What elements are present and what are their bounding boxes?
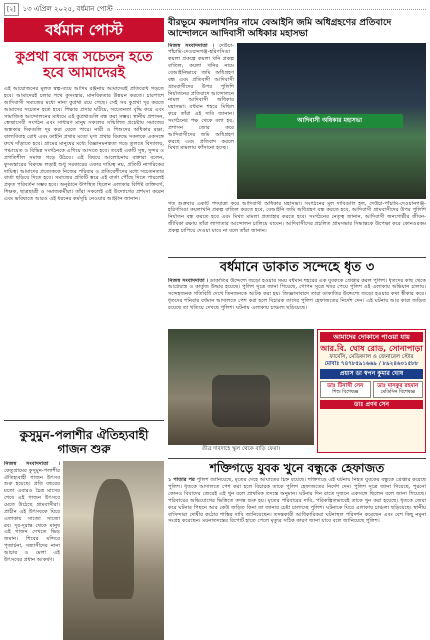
land-headline: বীরভূমে কয়লাখনির নামে বেআইনি জমি অধিগ্রহণের প্রতিবাদে আন্দোলনে আদিবাসী অধিকার মহাসভা xyxy=(168,18,392,39)
ad-address: ফার্মেসি, মেডিক্যাল ও জেনারেল স্টোর xyxy=(329,353,414,360)
shakti-byline: ১ পাতার পর xyxy=(168,477,195,484)
land-body-column: দেউচা-পাঁচামি-দেওয়ানগঞ্জ-হরিণসিঙা কয়লা প্রকল্পে কয়লা খনি প্রকল্প বাতিল, কয়লা খনির নামে বেআইনিভাবে জমি অধিগ্রহণ বন্ধ এবং প্রতিবাদী আদিবাসী গ্রামবাসীদের উপর পুলিশি নির্যাতনের প্রতিবাদে আন্দোলনে নামল আদিবাসী অধিকার মহাসভা। বর্ধমান শহরে মিছিল করে তাঁরা এই দাবি জানান। সংগঠনের পক্ষ থেকে বলা হয়, প্রশাসন জোর করে আদিবাসীদের জমি অধিগ্রহণ করছে এবং প্রতিবাদ করলে মিথ্যা মামলায় ফাঁসানো হচ্ছে। xyxy=(168,42,234,152)
ad-shop-name: আর.বি. ঘোষ রোড, সোনাপাড়া xyxy=(320,343,423,353)
ad-heading: আমাদের দোকানে পাওয়া যায় xyxy=(320,332,423,342)
kuprotha-headline: কুপ্রথা বন্ধে সচেতন হতে হবে আমাদেরই xyxy=(15,49,153,82)
dakat-photo-caption: তীব্র দাবদাহে স্কুল থেকে বাড়ি ফেরা। xyxy=(201,445,281,452)
dakat-headline: বর্ধমানে ডাকাত সন্দেহে ধৃত ৩ xyxy=(219,259,375,275)
ad-doctor-1: ডাঃ টিনাখী সেন শিশু বিশেষজ্ঞ xyxy=(320,381,371,398)
dakat-body: ডাকাতির উদ্দেশ্যে জড়ো হওয়ার সময় বর্ধমান শহরের এক যুবককে গ্রেপ্তার করল পুলিশ। ধৃতদের কাছ থেকে আগ্নেয়াস্ত্র ও কার্তুজ উদ্ধার হয়েছে। পুলিশ সূত্রে জানা গিয়েছে, গোপন সূত্রে খবর পেয়ে পুলিশ ওই এলাকায় অভিযান চালায়। সন্দেহজনক গতিবিধি দেখে তিনজনকে আটক করা হয়। জিজ্ঞাসাবাদে তারা ডাকাতির উদ্দেশ্যে জড়ো হওয়ার কথা স্বীকার করে। ধৃতদের শনিবার বর্ধমান আদালতে পেশ করা হলে বিচারক তাদের পুলিশ হেফাজতের নির্দেশ দেন। এই ঘটনায় আর কারা জড়িত রয়েছে তা খতিয়ে দেখছে পুলিশ। ঘটনায় এলাকায় চাঞ্চল্য ছড়িয়েছে। xyxy=(168,277,426,311)
left-column xyxy=(4,18,164,636)
kuprotha-body: এই আয়োজনের মূলত স্বল্প-ব্যয়ে আদিম রঞ্জনায় আমাদেরই প্রতিরোধ গড়তে হবে। আমাদেরই চলার পথে কুসংস্কার, মানবিকতার উন্নয়ন করতে। চারপাশে আদিবাসী সমাজের মধ্যে নানা কুপ্রথা রয়ে গেছে। সেই সব কুপ্রথা দূর করতে আমাদের সচেতন হতে হবে। শিক্ষার প্রসার ঘটিয়ে, সচেতনতা বৃদ্ধি করে এবং সামাজিক আন্দোলনের মাধ্যমে এই কুপ্রথাগুলি বন্ধ করা সম্ভব। স্থানীয় প্রশাসন, স্বেচ্ছাসেবী সংগঠন এবং সাধারণ মানুষ সকলের সম্মিলিত প্রচেষ্টায় সমাজের অন্ধকার দিকগুলি দূর করা যেতে পারে। নারী ও শিশুদের অধিকার রক্ষা, বাল্যবিবাহ রোধ এবং ডাইনি প্রথার মতো ঘৃণ্য প্রথার বিরুদ্ধে সকলকে একসঙ্গে রুখে দাঁড়াতে হবে। গ্রামের মানুষের মধ্যে বিজ্ঞানমনস্কতা গড়ে তুলতে বিদ্যালয়, পঞ্চায়েত ও বিভিন্ন সংগঠনকে এগিয়ে আসতে হবে। তবেই একটি সুস্থ, সুন্দর ও প্রগতিশীল সমাজ গড়ে উঠবে। এই বিষয়ে আলোচনায় বক্তারা বলেন, কুসংস্কারের বিরুদ্ধে লড়াই শুধু সরকারের একার দায়িত্ব নয়, প্রতিটি নাগরিকের দায়িত্ব। আমাদের প্রত্যেককে নিজের পরিবার ও প্রতিবেশীদের মধ্যে সচেতনতার বার্তা ছড়িয়ে দিতে হবে। সমাজের প্রতিটি স্তরে এই বার্তা পৌঁছে দিতে পারলেই প্রকৃত পরিবর্তন সম্ভব হবে। অনুষ্ঠানে উপস্থিত ছিলেন এলাকার বিশিষ্ট ব্যক্তিবর্গ, শিক্ষক, ছাত্রছাত্রী ও সমাজকর্মীরা। তাঁরা সকলেই এই উদ্যোগের প্রশংসা করেন এবং ভবিষ্যতে আরও এই ধরনের কর্মসূচি নেওয়ার আহ্বান জানান। xyxy=(4,86,164,202)
ad-doctor-2: ডাঃ মানকুর রহমান মেডিসিন বিশেষজ্ঞ xyxy=(373,381,424,398)
ad-phone: মোবাঃ ৭৪৭৮৫৯১৬৬৯ / ৮৯২৪৬০১৫৮৮ xyxy=(324,360,419,367)
shakti-headline: শক্তিগড়ে যুবক খুনে বন্ধুকে হেফাজত xyxy=(209,460,385,475)
ad-hospital: প্রয়াস ডা স্বপন কুমার ঘোষ xyxy=(320,369,423,379)
divider xyxy=(4,420,164,421)
gajan-body: কেতুগ্রামের কুসুমুন-পলাশীর ঐতিহ্যবাহী গাজন উৎসব শুরু হয়েছে। প্রতি বছরের মতো এবারও চৈত্র মাসের শেষে এই গাজন উৎসবে মেতে উঠেছে গ্রামবাসীরা। প্রাচীন এই উৎসবকে ঘিরে এলাকায় সাজো সাজো রব। দূর-দূরান্ত থেকে মানুষ এই গাজন দেখতে ভিড় জমান। শিবের মন্দিরে পূজার্চনা, সন্ন্যাসীদের নানা আচার ও মেলা এই উৎসবের প্রধান আকর্ষণ। xyxy=(4,467,60,563)
dakat-byline: নিজস্ব সংবাদদাতা । xyxy=(168,277,209,284)
dakat-photo xyxy=(168,329,314,445)
divider xyxy=(168,257,426,258)
advertisement xyxy=(317,329,426,453)
header-rule xyxy=(117,9,426,10)
gajan-byline: নিজস্ব সংবাদদাতা । xyxy=(4,460,60,467)
ad-doctor-single: ডাঃ প্রণব সেন xyxy=(320,400,423,410)
shakti-body: পুলিশ জানিয়েছে, মৃতের দেহে আঘাতের চিহ্ন রয়েছে। শক্তিগড়ে এই ঘটনায় নিহত যুবকের বন্ধুকে গ্রেপ্তার করেছে পুলিশ। ধৃতকে আদালতে পেশ করা হলে বিচারক তাকে পুলিশ হেফাজতের নির্দেশ দেন। পুলিশ সূত্রে জানা গিয়েছে, পুরনো কোনও বিবাদের জেরেই এই খুন বলে প্রাথমিক তদন্তে অনুমান। ঘটনার দিন রাতে দুজনে একসঙ্গে ছিলেন বলে জানা গিয়েছে। পরিবারের অভিযোগের ভিত্তিতে তদন্ত শুরু হয়। মৃতের পরিবারের দাবি, পরিকল্পিতভাবেই তাকে খুন করা হয়েছে। ধৃতকে জেরা করে ঘটনার পিছনে আর কেউ জড়িত কিনা তা জানার চেষ্টা চালাচ্ছে পুলিশ। ঘটনাকে ঘিরে এলাকায় চাঞ্চল্য ছড়িয়েছে। স্থানীয় বাসিন্দারা দোষীর কঠোর শাস্তির দাবি জানিয়েছেন। তদন্তকারী আধিকারিকরা ঘটনাস্থল পরিদর্শন করেছেন এবং বেশ কিছু নমুনা সংগ্রহ করেছেন। ময়নাতদন্তের রিপোর্ট হাতে পেলে মৃত্যুর সঠিক কারণ জানা যাবে বলে জানিয়েছে পুলিশ। xyxy=(168,477,426,525)
protest-banner: আদিবাসী অধিকার মহাসভা xyxy=(256,114,403,128)
gajan-headline: কুসুমুন-পলাশীর ঐতিহ্যবাহী গাজন শুরু xyxy=(19,428,149,456)
masthead: বর্ধমান পোস্ট xyxy=(4,18,164,42)
land-byline: নিজস্ব সংবাদদাতা । xyxy=(168,42,215,49)
gajan-photo xyxy=(63,461,164,640)
land-body-wide: গত শুক্রবার একটি পদযাত্রা করে আদিবাসী অধিকার মহাসভা। সংগঠনের মূল দাবিগুলি হল, দেউচা-পাঁচামি-দেওয়ানগঞ্জ-হরিণসিঙা কয়লাখনি প্রকল্প বাতিল করতে হবে, বেআইনি জমি অধিগ্রহণ বন্ধ করতে হবে, আদিবাসী গ্রামবাসীদের উপর পুলিশি নির্যাতন বন্ধ করতে হবে এবং মিথ্যা মামলা প্রত্যাহার করতে হবে। সংগঠনের নেতৃত্ব জানান, আদিবাসী জনগোষ্ঠীর জীবন-জীবিকা রক্ষায় তাঁরা লাগাতার আন্দোলন চালিয়ে যাবেন। আদিবাসীদের প্রচলিত গ্রামসভার সিদ্ধান্তকে উপেক্ষা করে কোনওরকম প্রকল্প চাপিয়ে দেওয়া যাবে না বলে তাঁরা জানান। xyxy=(168,200,426,235)
date-line: ১৩ এপ্রিল ২০২৫, বর্ধমান পোস্ট xyxy=(22,5,113,13)
land-photo xyxy=(237,43,426,199)
right-column xyxy=(168,18,426,636)
page-number: [২] xyxy=(4,3,19,16)
divider xyxy=(168,458,426,459)
page-header xyxy=(4,3,426,15)
